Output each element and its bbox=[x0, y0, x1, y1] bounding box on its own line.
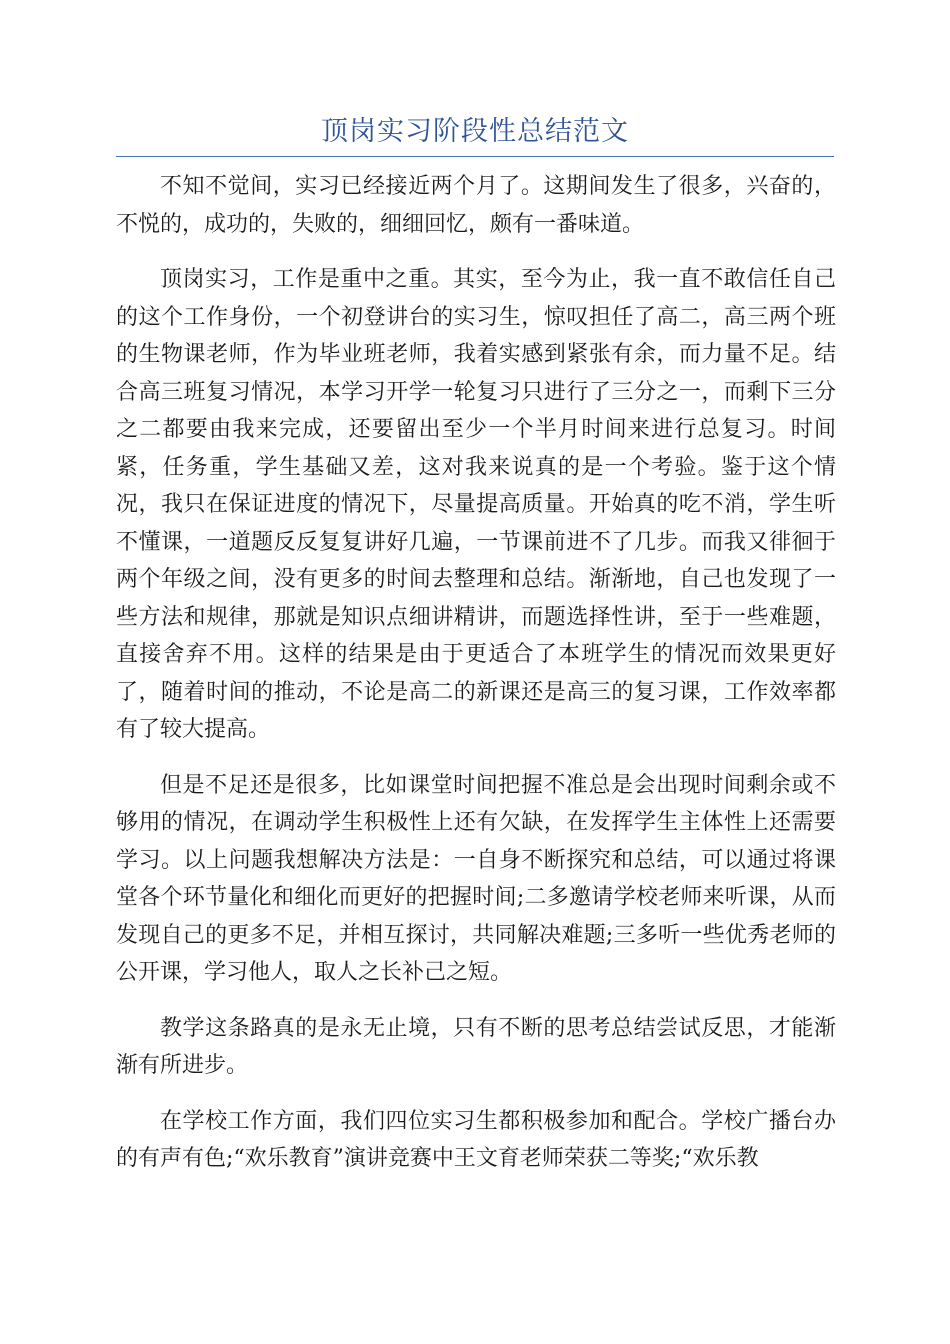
document-title: 顶岗实习阶段性总结范文 bbox=[321, 116, 629, 147]
document-body bbox=[116, 168, 836, 1196]
title-block bbox=[116, 110, 834, 157]
paragraph-5: 在学校工作方面，我们四位实习生都积极参加和配合。学校广播台办的有声有色;“欢乐教育”演讲竞赛中王文育老师荣获二等奖;“欢乐教 bbox=[116, 1108, 836, 1171]
paragraph-1: 不知不觉间，实习已经接近两个月了。这期间发生了很多，兴奋的，不悦的，成功的，失败的，细细回忆，颇有一番味道。 bbox=[116, 174, 836, 237]
paragraph-4: 教学这条路真的是永无止境，只有不断的思考总结尝试反思，才能渐渐有所进步。 bbox=[116, 1015, 836, 1078]
paragraph-3: 但是不足还是很多，比如课堂时间把握不准总是会出现时间剩余或不够用的情况，在调动学生积极性上还有欠缺，在发挥学生主体性上还需要学习。以上问题我想解决方法是：一自身不断探究和总结，可以通过将课堂各个环节量化和细化而更好的把握时间;二多邀请学校老师来听课，从而发现自己的更多不足，并相互探讨，共同解决难题;三多听一些优秀老师的公开课，学习他人，取人之长补己之短。 bbox=[116, 772, 836, 985]
paragraph-2: 顶岗实习，工作是重中之重。其实，至今为止，我一直不敢信任自己的这个工作身份，一个初登讲台的实习生，惊叹担任了高二，高三两个班的生物课老师，作为毕业班老师，我着实感到紧张有余，而力量不足。结合高三班复习情况，本学习开学一轮复习只进行了三分之一，而剩下三分之二都要由我来完成，还要留出至少一个半月时间来进行总复习。时间紧，任务重，学生基础又差，这对我来说真的是一个考验。鉴于这个情况，我只在保证进度的情况下，尽量提高质量。开始真的吃不消，学生听不懂课，一道题反反复复讲好几遍，一节课前进不了几步。而我又徘徊于两个年级之间，没有更多的时间去整理和总结。渐渐地，自己也发现了一些方法和规律，那就是知识点细讲精讲，而题选择性讲，至于一些难题，直接舍弃不用。这样的结果是由于更适合了本班学生的情况而效果更好了，随着时间的推动，不论是高二的新课还是高三的复习课，工作效率都有了较大提高。 bbox=[116, 267, 836, 742]
